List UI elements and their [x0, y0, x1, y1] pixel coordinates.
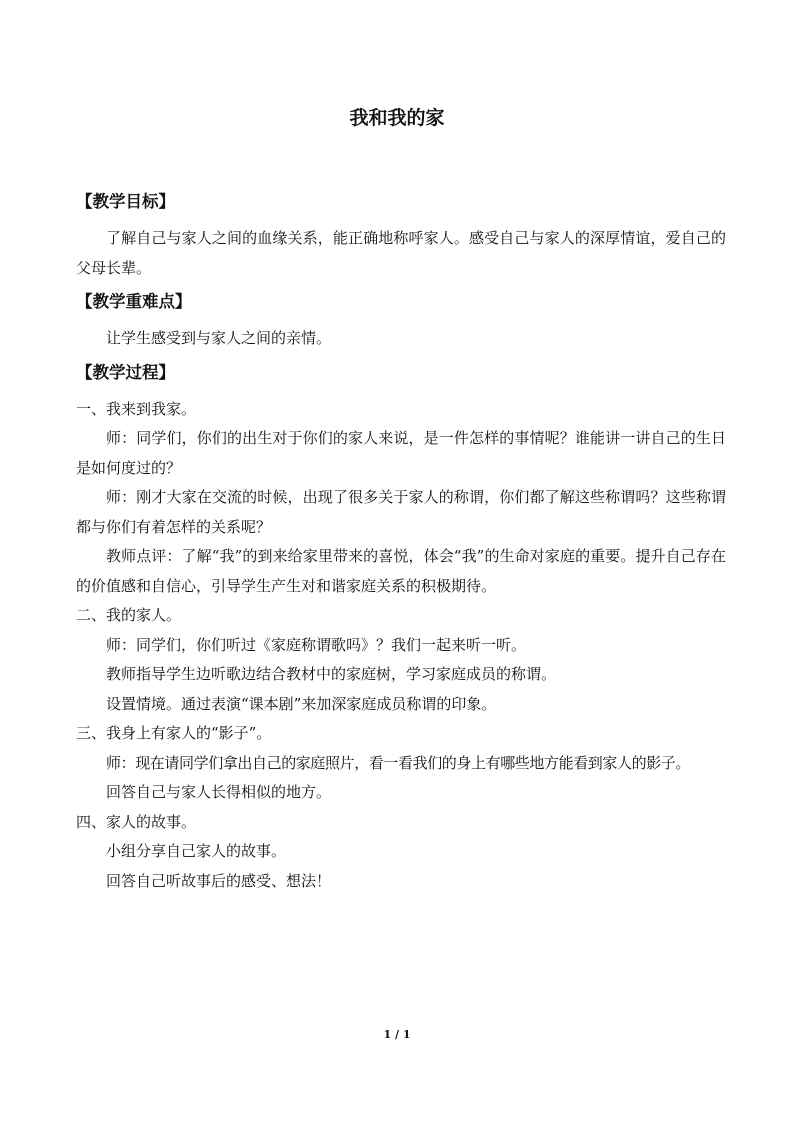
- paragraph: 回答自己听故事后的感受、想法！: [106, 871, 332, 890]
- paragraph: 设置情境。通过表演“课本剧”来加深家庭成员称谓的印象。: [106, 694, 497, 713]
- section-heading: 【教学重难点】: [76, 292, 192, 311]
- section-teaching-process: [76, 359, 726, 897]
- document-title: 我和我的家: [349, 107, 445, 129]
- paragraph: 教师点评：了解“我”的到来给家里带来的喜悦，体会“我”的生命对家庭的重要。提升自己存在的价值感和自信心，引导学生产生对和谐家庭关系的积极期待。: [76, 547, 726, 595]
- paragraph: 师：现在请同学们拿出自己的家庭照片，看一看我们的身上有哪些地方能看到家人的影子。: [106, 753, 691, 772]
- section-teaching-goals: [76, 188, 726, 283]
- page-number: 1 / 1: [383, 1028, 411, 1041]
- paragraph: 让学生感受到与家人之间的亲情。: [106, 329, 332, 347]
- paragraph: 师：同学们，你们听过《家庭称谓歌吗》？我们一起来听一听。: [106, 635, 527, 654]
- paragraph: 了解自己与家人之间的血缘关系，能正确地称呼家人。感受自己与家人的深厚情谊，爱自己的父母长辈。: [76, 229, 726, 277]
- step-heading: 二、我的家人。: [76, 606, 182, 624]
- paragraph: 师：同学们，你们的出生对于你们的家人来说，是一件怎样的事情呢？谁能讲一讲自己的生日是如何度过的？: [76, 429, 726, 477]
- step-heading: 三、我身上有家人的“影子”。: [76, 724, 272, 742]
- paragraph: 师：刚才大家在交流的时候，出现了很多关于家人的称谓，你们都了解这些称谓吗？这些称谓都与你们有着怎样的关系呢？: [76, 488, 726, 536]
- section-heading: 【教学目标】: [76, 192, 175, 211]
- step-heading: 四、家人的故事。: [76, 812, 197, 831]
- paragraph: 教师指导学生边听歌边结合教材中的家庭树，学习家庭成员的称谓。: [106, 665, 557, 683]
- document-body: [76, 188, 726, 896]
- section-key-points: [76, 288, 726, 354]
- paragraph: 回答自己与家人长得相似的地方。: [106, 783, 332, 801]
- step-heading: 一、我来到我家。: [76, 399, 197, 418]
- section-heading: 【教学过程】: [76, 362, 175, 382]
- paragraph: 小组分享自己家人的故事。: [106, 842, 287, 860]
